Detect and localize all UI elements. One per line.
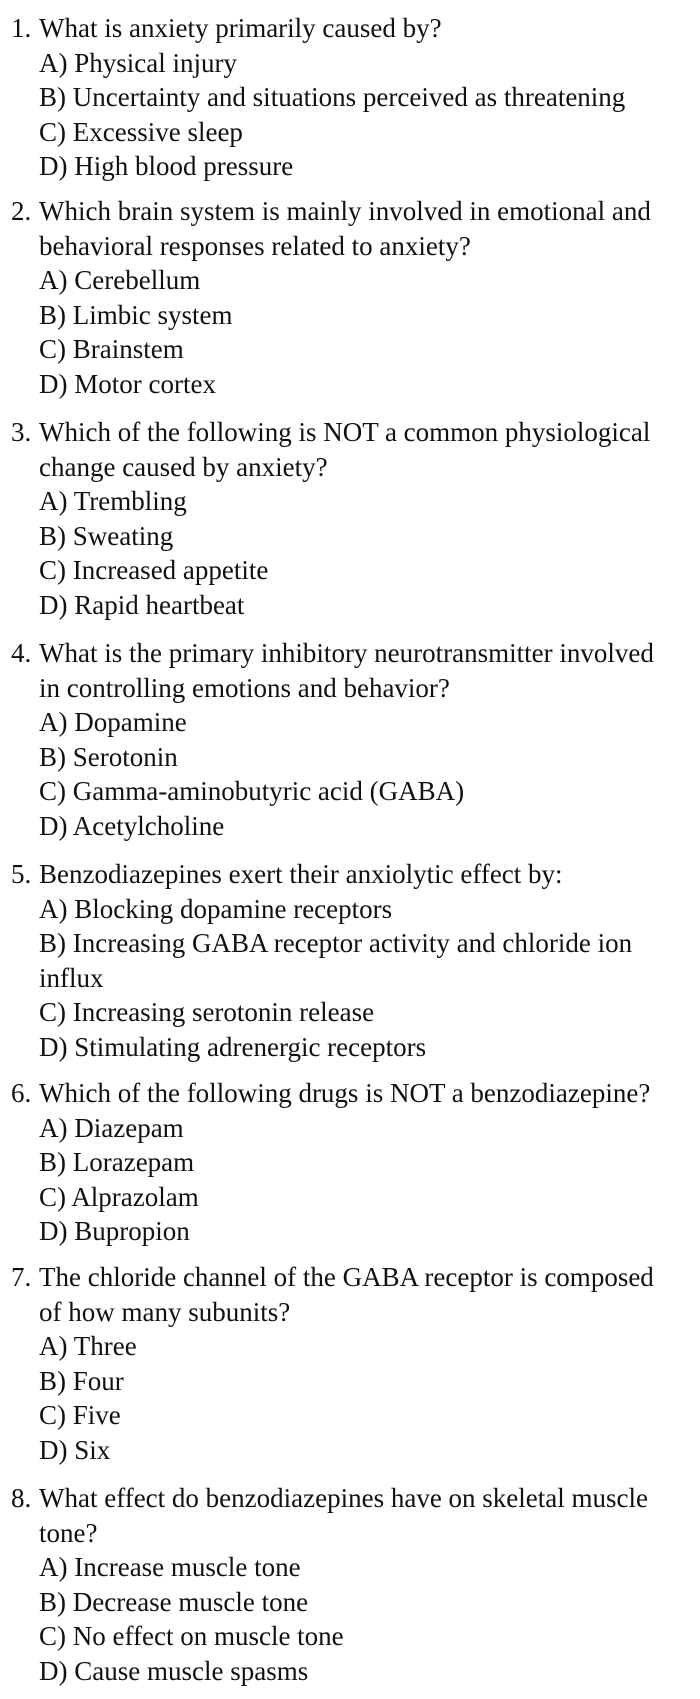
question-number: 4. [11,638,32,668]
option-a: A) Three [39,1331,137,1361]
question-stem [0,1076,700,1111]
option-a: A) Blocking dopamine receptors [39,893,393,924]
question-5 [0,857,700,1064]
question-8 [0,1481,700,1688]
question-1 [0,11,700,184]
question-number: 2. [11,196,32,226]
option-a: A) Physical injury [39,47,237,78]
option-a: A) Dopamine [39,707,187,737]
option-c: C) Increasing serotonin release [39,997,375,1027]
question-number: 7. [11,1262,32,1292]
question-7 [0,1260,700,1467]
option-b: B) Decrease muscle tone [39,1586,309,1617]
question-number: 3. [11,417,32,447]
question-text: Which brain system is mainly involved in emotional and [39,196,651,226]
question-text-continued: in controlling emotions and behavior? [39,672,450,703]
option-b: B) Sweating [39,520,174,551]
question-stem [0,1481,700,1516]
option-c: C) Excessive sleep [39,116,243,147]
option-a: A) Cerebellum [39,265,201,295]
option-c: C) Brainstem [39,334,184,364]
question-text-continued: of how many subunits? [39,1296,291,1327]
question-stem [0,1260,700,1295]
option-d: D) Stimulating adrenergic receptors [39,1031,427,1062]
option-d: D) Motor cortex [39,368,216,399]
option-d: D) Cause muscle spasms [39,1655,309,1686]
option-a: A) Increase muscle tone [39,1552,301,1582]
question-4 [0,636,700,843]
option-c: C) Five [39,1400,121,1430]
question-stem [0,11,700,46]
option-b: B) Uncertainty and situations perceived as threatening [39,82,626,112]
question-number: 8. [11,1483,32,1513]
question-number: 1. [11,13,32,43]
question-text: Benzodiazepines exert their anxiolytic effect by: [39,859,563,889]
question-text: What is anxiety primarily caused by? [39,13,442,43]
option-c: C) Alprazolam [39,1181,199,1212]
question-stem [0,636,700,671]
option-b-continued: influx [39,962,104,993]
question-stem [0,194,700,229]
option-b: B) Limbic system [39,299,233,330]
option-b: B) Four [39,1365,124,1396]
question-2 [0,194,700,401]
question-text: Which of the following is NOT a common physiological [39,417,651,447]
option-d: D) Acetylcholine [39,810,225,841]
question-text: What effect do benzodiazepines have on skeletal muscle [39,1483,648,1513]
question-number: 6. [11,1078,32,1108]
question-text-continued: behavioral responses related to anxiety? [39,230,471,261]
question-text: The chloride channel of the GABA receptor is composed [39,1262,654,1292]
option-c: C) Gamma-aminobutyric acid (GABA) [39,776,465,806]
option-b: B) Increasing GABA receptor activity and chloride ion [39,928,633,958]
question-number: 5. [11,859,32,889]
question-text-continued: change caused by anxiety? [39,451,328,482]
question-text-continued: tone? [39,1517,98,1548]
question-stem [0,857,700,892]
option-c: C) Increased appetite [39,555,269,585]
option-b: B) Serotonin [39,741,178,772]
option-d: D) Six [39,1434,111,1465]
question-text: Which of the following drugs is NOT a benzodiazepine? [39,1078,651,1108]
question-stem [0,415,700,450]
question-6 [0,1076,700,1249]
option-c: C) No effect on muscle tone [39,1621,344,1651]
option-d: D) Bupropion [39,1216,190,1246]
option-d: D) Rapid heartbeat [39,589,245,620]
option-b: B) Lorazepam [39,1147,195,1177]
option-d: D) High blood pressure [39,151,294,181]
question-3 [0,415,700,622]
option-a: A) Diazepam [39,1112,184,1143]
question-text: What is the primary inhibitory neurotransmitter involved [39,638,654,668]
option-a: A) Trembling [39,486,187,516]
